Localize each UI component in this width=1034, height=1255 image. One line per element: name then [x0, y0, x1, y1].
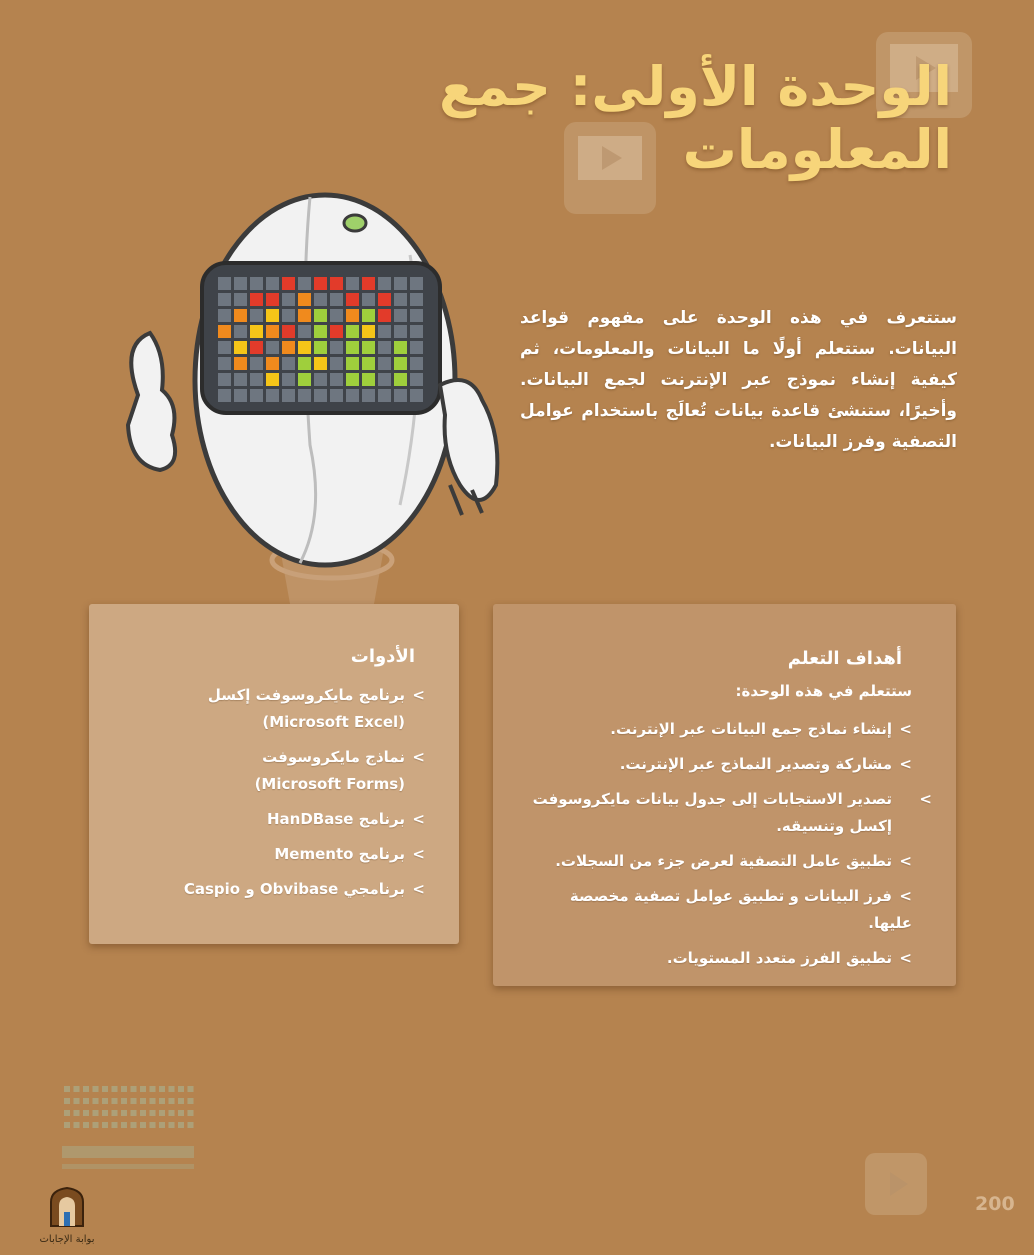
- list-item: >برنامج HanDBase: [125, 806, 425, 833]
- learning-goals-lead: ستتعلم في هذه الوحدة:: [735, 682, 912, 700]
- intro-paragraph: ستتعرف في هذه الوحدة على مفهوم قواعد البيانات. ستتعلم أولًا ما البيانات والمعلومات، ثم كيفية إنشاء نموذج عبر الإنترنت لجمع البيانات. وأخيرًا، ستنشئ قاعدة بيانات تُعالَج باستخدام عوامل التصفية وفرز البيانات.: [520, 308, 957, 452]
- bullet-icon: >: [899, 887, 912, 905]
- list-item: >برنامجي Obvibase و Caspio: [125, 876, 425, 903]
- portal-icon: [47, 1186, 87, 1228]
- bullet-icon: >: [899, 949, 912, 967]
- list-item: >نماذج مايكروسوفت (Microsoft Forms): [125, 744, 425, 798]
- bullet-icon: >: [919, 790, 932, 808]
- answers-portal-logo: [24, 1186, 110, 1245]
- list-item: >فرز البيانات و تطبيق عوامل تصفية مخصصة عليها.: [532, 883, 912, 937]
- robot-illustration: [110, 185, 530, 625]
- bullet-icon: >: [899, 755, 912, 773]
- tools-box: [89, 604, 459, 944]
- ministry-logo-icon: [60, 1080, 200, 1180]
- bullet-icon: >: [412, 686, 425, 704]
- list-item: >برنامج Memento: [125, 841, 425, 868]
- list-item: >تطبيق عامل التصفية لعرض جزء من السجلات.: [532, 848, 912, 875]
- page-title: الوحدة الأولى: جمع المعلومات: [438, 55, 952, 181]
- learning-goals-heading: أهداف التعلم: [787, 648, 902, 669]
- tools-list: [125, 682, 425, 911]
- bullet-icon: >: [412, 845, 425, 863]
- bullet-icon: >: [899, 720, 912, 738]
- list-item: >تطبيق الفرز متعدد المستويات.: [532, 945, 912, 972]
- bullet-icon: >: [412, 880, 425, 898]
- bullet-icon: >: [412, 810, 425, 828]
- list-item: >تصدير الاستجابات إلى جدول بيانات مايكروسوفت إكسل وتنسيقه.: [532, 786, 912, 840]
- list-item: >برنامج مايكروسوفت إكسل (Microsoft Excel): [125, 682, 425, 736]
- portal-label: بوابة الإجابات: [39, 1234, 95, 1245]
- list-item: >مشاركة وتصدير النماذج عبر الإنترنت.: [532, 751, 912, 778]
- page-number: 200: [975, 1193, 1015, 1215]
- learning-goals-list: [532, 716, 932, 980]
- bullet-icon: >: [899, 852, 912, 870]
- list-item: >إنشاء نماذج جمع البيانات عبر الإنترنت.: [532, 716, 912, 743]
- bullet-icon: >: [412, 748, 425, 766]
- learning-goals-box: [493, 604, 956, 986]
- watermark-icon: [862, 1150, 930, 1218]
- tools-heading: الأدوات: [350, 646, 415, 667]
